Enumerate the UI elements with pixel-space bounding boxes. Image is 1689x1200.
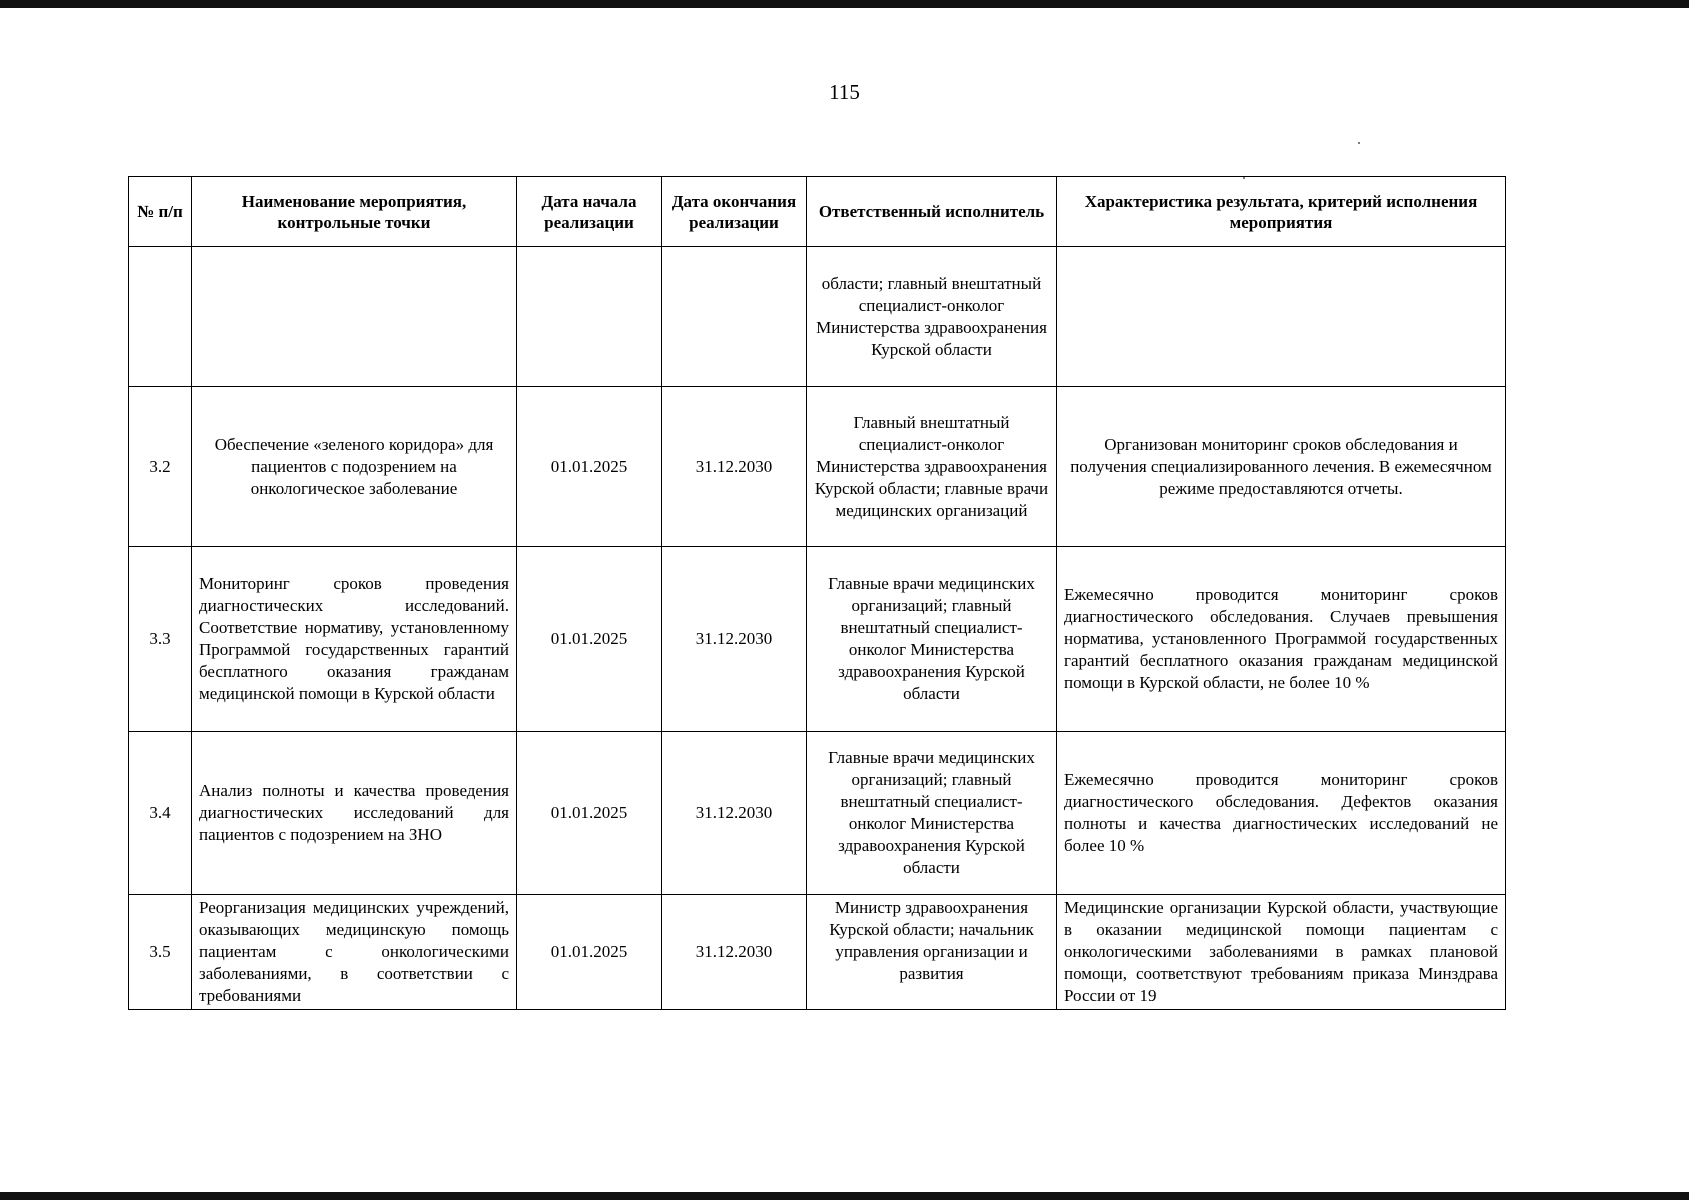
table-row	[129, 387, 1506, 547]
cell-name: Обеспечение «зеленого коридора» для пациентов с подозрением на онкологическое заболевание	[192, 387, 517, 547]
cell-result: Ежемесячно проводится мониторинг сроков диагностического обследования. Дефектов оказания полноты и качества диагностических исследований не более 10 %	[1057, 732, 1506, 895]
scan-top-edge	[0, 0, 1689, 8]
cell-name	[192, 247, 517, 387]
cell-num: 3.2	[129, 387, 192, 547]
header-responsible: Ответственный исполнитель	[807, 177, 1057, 247]
table-row	[129, 732, 1506, 895]
cell-responsible: Главный внештатный специалист-онколог Министерства здравоохранения Курской области; главные врачи медицинских организаций	[807, 387, 1057, 547]
cell-end-date: 31.12.2030	[662, 895, 807, 1010]
cell-responsible: Министр здравоохранения Курской области; начальник управления организации и развития	[807, 895, 1057, 1010]
cell-end-date: 31.12.2030	[662, 547, 807, 732]
cell-start-date: 01.01.2025	[517, 895, 662, 1010]
table-row	[129, 247, 1506, 387]
table-header-row	[129, 177, 1506, 247]
cell-start-date: 01.01.2025	[517, 732, 662, 895]
cell-responsible: области; главный внештатный специалист-онколог Министерства здравоохранения Курской области	[807, 247, 1057, 387]
scan-speck	[1358, 142, 1360, 144]
cell-result: Организован мониторинг сроков обследования и получения специализированного лечения. В ежемесячном режиме предоставляются отчеты.	[1057, 387, 1506, 547]
cell-end-date: 31.12.2030	[662, 387, 807, 547]
cell-num: 3.3	[129, 547, 192, 732]
table-row	[129, 547, 1506, 732]
header-name: Наименование мероприятия, контрольные точки	[192, 177, 517, 247]
cell-end-date: 31.12.2030	[662, 732, 807, 895]
activities-table	[128, 176, 1506, 1010]
cell-result	[1057, 247, 1506, 387]
header-end-date: Дата окончания реализации	[662, 177, 807, 247]
header-num: № п/п	[129, 177, 192, 247]
cell-responsible: Главные врачи медицинских организаций; главный внештатный специалист-онколог Министерства здравоохранения Курской области	[807, 732, 1057, 895]
cell-result: Медицинские организации Курской области, участвующие в оказании медицинской помощи пациентам с онкологическими заболеваниями в рамках плановой помощи, соответствуют требованиям приказа Минздрава России от 19	[1057, 895, 1506, 1010]
cell-responsible: Главные врачи медицинских организаций; главный внештатный специалист-онколог Министерства здравоохранения Курской области	[807, 547, 1057, 732]
cell-name: Анализ полноты и качества проведения диагностических исследований для пациентов с подозрением на ЗНО	[192, 732, 517, 895]
cell-num	[129, 247, 192, 387]
cell-start-date	[517, 247, 662, 387]
cell-num: 3.4	[129, 732, 192, 895]
cell-name: Реорганизация медицинских учреждений, оказывающих медицинскую помощь пациентам с онкологическими заболеваниями, в соответствии с требованиями	[192, 895, 517, 1010]
cell-result: Ежемесячно проводится мониторинг сроков диагностического обследования. Случаев превышения норматива, установленного Программой государственных гарантий бесплатного оказания гражданам медицинской помощи в Курской области, не более 10 %	[1057, 547, 1506, 732]
cell-start-date: 01.01.2025	[517, 547, 662, 732]
cell-num: 3.5	[129, 895, 192, 1010]
cell-name: Мониторинг сроков проведения диагностических исследований. Соответствие нормативу, установленному Программой государственных гарантий бесплатного оказания гражданам медицинской помощи в Курской области	[192, 547, 517, 732]
page-number: 115	[829, 80, 860, 104]
scan-bottom-edge	[0, 1192, 1689, 1200]
table-row	[129, 895, 1506, 1010]
header-result: Характеристика результата, критерий исполнения мероприятия	[1057, 177, 1506, 247]
cell-end-date	[662, 247, 807, 387]
cell-start-date: 01.01.2025	[517, 387, 662, 547]
header-start-date: Дата начала реализации	[517, 177, 662, 247]
